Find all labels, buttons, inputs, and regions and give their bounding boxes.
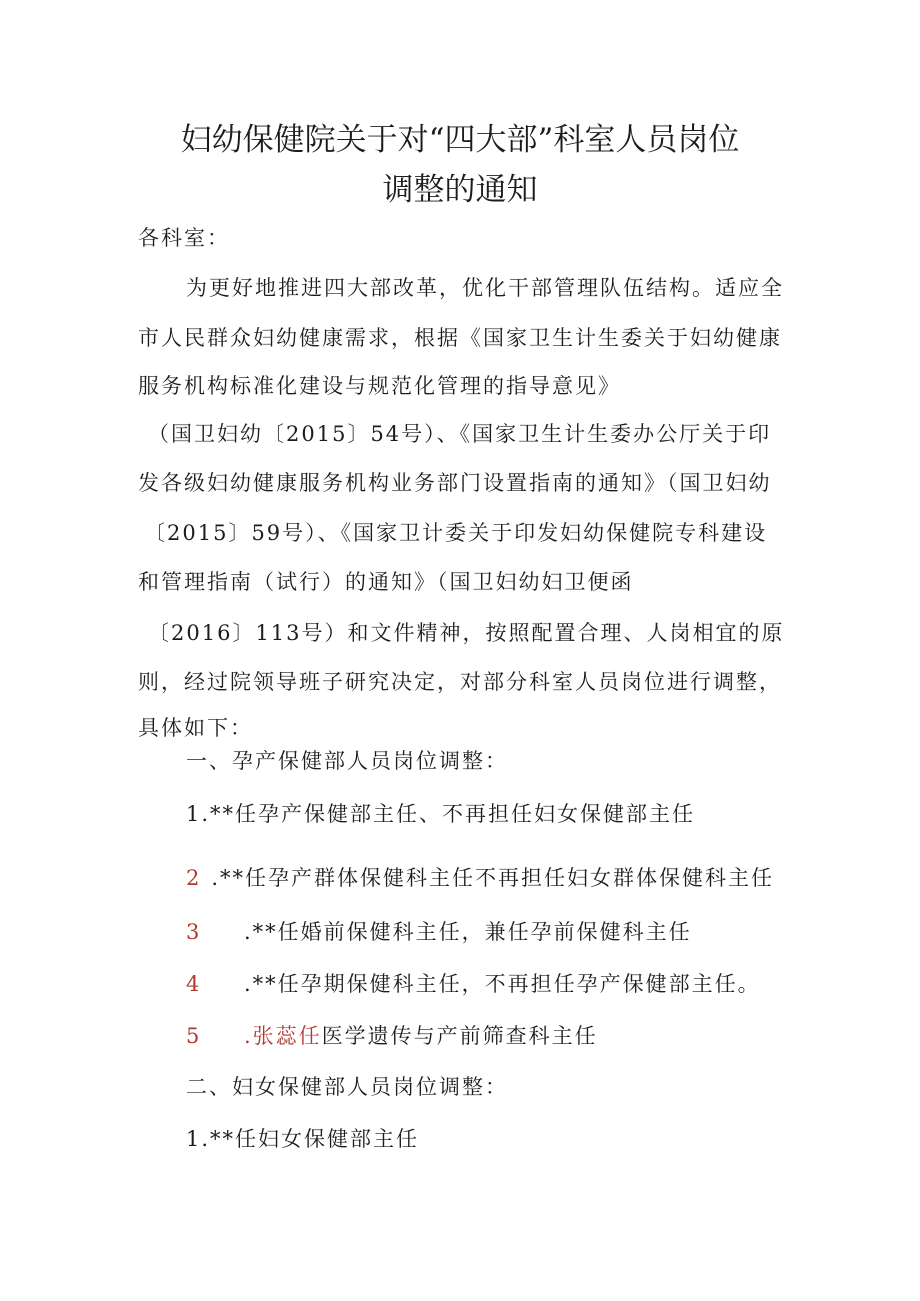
item-text: 医学遗传与产前筛查科主任: [321, 1024, 598, 1048]
section-1-item: [186, 916, 692, 946]
item-number: 4: [186, 972, 202, 996]
item-number: 1.: [186, 1127, 211, 1151]
section-1-item: [186, 862, 774, 892]
body-line: 市人民群众妇幼健康需求，根据《国家卫生计生委关于妇幼健康: [138, 326, 782, 350]
body-line: 发各级妇幼健康服务机构业务部门设置指南的通知》（国卫妇幼: [138, 471, 772, 495]
section-1-item: [186, 798, 695, 828]
item-text: .**任婚前保健科主任，兼任孕前保健科主任: [244, 920, 692, 944]
body-line: 则，经过院领导班子研究决定，对部分科室人员岗位进行调整，: [138, 670, 782, 694]
body-line: 服务机构标准化建设与规范化管理的指导意见》: [138, 374, 621, 398]
salutation: 各科室：: [138, 226, 230, 250]
item-number: 3: [186, 920, 202, 944]
section-1-item: [186, 1020, 598, 1050]
document-title-line-2: 调整的通知: [382, 172, 538, 208]
body-line: 和管理指南（试行）的通知》（国卫妇幼妇卫便函: [138, 570, 634, 594]
body-line: 〔2015〕59号）、《国家卫计委关于印发妇幼保健院专科建设: [144, 521, 768, 545]
document-title-line-1: 妇幼保健院关于对“四大部”科室人员岗位: [180, 122, 740, 158]
item-text-highlight: .张蕊任: [244, 1024, 322, 1048]
item-number: 1.: [186, 802, 211, 826]
body-line: 〔2016〕113号）和文件精神，按照配置合理、人岗相宜的原: [148, 621, 785, 645]
item-text: **任孕产保健部主任、不再担任妇女保健部主任: [210, 802, 696, 826]
section-1-heading: 一、孕产保健部人员岗位调整：: [186, 749, 508, 773]
body-line: （国卫妇幼〔2015〕54号）、《国家卫生计生委办公厅关于印: [148, 422, 772, 446]
section-2-heading: 二、妇女保健部人员岗位调整：: [186, 1075, 508, 1099]
body-line: 具体如下：: [138, 716, 253, 740]
item-text: **任妇女保健部主任: [210, 1127, 420, 1151]
item-number: 2: [186, 866, 202, 890]
item-text: .**任孕产群体保健科主任不再担任妇女群体保健科主任: [211, 866, 775, 890]
item-text: .**任孕期保健科主任，不再担任孕产保健部主任。: [244, 972, 761, 996]
body-line: 为更好地推进四大部改革，优化干部管理队伍结构。适应全: [186, 276, 784, 300]
section-2-item: [186, 1123, 419, 1153]
item-number: 5: [186, 1024, 202, 1048]
section-1-item: [186, 968, 761, 998]
